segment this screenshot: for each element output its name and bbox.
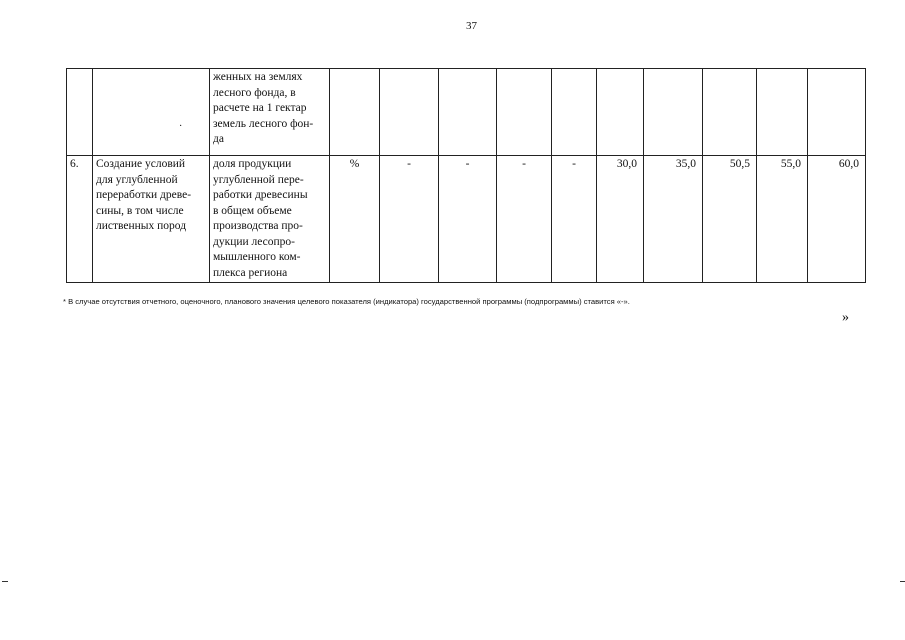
task-text: Создание условий для углубленной переработки древе- сины, в том числе лиственных пород: [93, 156, 210, 283]
page-number: 37: [466, 20, 477, 32]
scan-edge-mark: [2, 581, 8, 582]
indicators-table: [66, 68, 866, 283]
cell-empty: [644, 69, 703, 156]
cell-empty: [757, 69, 808, 156]
value-cell: 30,0: [597, 156, 644, 283]
value-cell: -: [552, 156, 597, 283]
cell-empty: [67, 69, 93, 156]
scan-edge-mark: [900, 581, 905, 582]
cell-empty: [93, 69, 210, 156]
value-cell: 55,0: [757, 156, 808, 283]
closing-quote: »: [842, 310, 849, 325]
cell-empty: [703, 69, 757, 156]
cell-empty: [597, 69, 644, 156]
stray-mark: ·: [179, 121, 183, 132]
cell-empty: [380, 69, 439, 156]
value-cell: -: [380, 156, 439, 283]
value-cell: 60,0: [808, 156, 866, 283]
cell-empty: [552, 69, 597, 156]
value-cell: 50,5: [703, 156, 757, 283]
cell-empty: [808, 69, 866, 156]
table-row-continuation: [67, 69, 866, 156]
value-cell: -: [439, 156, 497, 283]
value-cell: -: [497, 156, 552, 283]
indicator-text: доля продукции углубленной пере- работки древесины в общем объеме производства про- дукции лесопро- мышленного ком- плекса региона: [210, 156, 330, 283]
table-row-6: [67, 156, 866, 283]
value-cell: 35,0: [644, 156, 703, 283]
cell-empty: [497, 69, 552, 156]
cell-empty: [330, 69, 380, 156]
row-number: 6.: [67, 156, 93, 283]
indicator-continuation-text: женных на землях лесного фонда, в расчете на 1 гектар земель лесного фон- да: [210, 69, 330, 156]
unit-cell: %: [330, 156, 380, 283]
footnote: * В случае отсутствия отчетного, оценочного, планового значения целевого показателя (индикатора) государственной программы (подпрограммы) ставится «-».: [63, 297, 630, 306]
cell-empty: [439, 69, 497, 156]
